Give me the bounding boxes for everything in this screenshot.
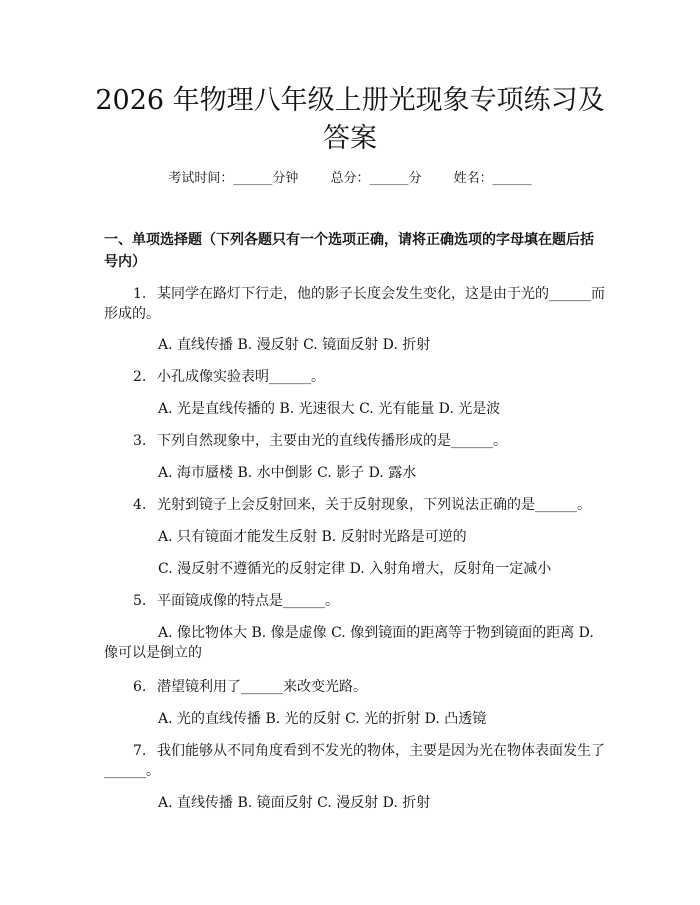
- student-name: 姓名：______: [453, 171, 532, 186]
- question-options: A. 像比物体大 B. 像是虚像 C. 像到镜面的距离等于物到镜面的距离 D.: [158, 625, 594, 641]
- question-text: 某同学在路灯下行走，他的影子长度会发生变化，这是由于光的______而: [157, 286, 605, 302]
- question-number: 4.: [133, 497, 147, 513]
- question-options: A. 直线传播 B. 镜面反射 C. 漫反射 D. 折射: [158, 795, 431, 811]
- question-number: 3.: [133, 433, 147, 449]
- question-options: A. 直线传播 B. 漫反射 C. 镜面反射 D. 折射: [158, 337, 431, 353]
- question-options: A. 光是直线传播的 B. 光速很大 C. 光有能量 D. 光是波: [158, 401, 501, 417]
- question-options: A. 光的直线传播 B. 光的反射 C. 光的折射 D. 凸透镜: [158, 711, 487, 727]
- question-stem-continued: 形成的。: [104, 306, 160, 322]
- exam-meta: [0, 167, 700, 186]
- question-text: 小孔成像实验表明______。: [157, 369, 325, 385]
- question-text: 我们能够从不同角度看到不发光的物体，主要是因为光在物体表面发生了: [157, 743, 605, 759]
- question-text: 下列自然现象中，主要由光的直线传播形成的是______。: [157, 433, 507, 449]
- question-number: 5.: [133, 593, 147, 609]
- question-text: 潜望镜利用了______来改变光路。: [157, 679, 367, 695]
- exam-time: 考试时间：______分钟: [168, 171, 299, 186]
- question-number: 6.: [133, 679, 147, 695]
- section-heading: 一、单项选择题（下列各题只有一个选项正确，请将正确选项的字母填在题后括号内）: [104, 232, 594, 270]
- question-options: A. 只有镜面才能发生反射 B. 反射时光路是可逆的: [158, 529, 467, 545]
- question-options-continued: 像可以是倒立的: [104, 645, 202, 661]
- question-number: 7.: [133, 743, 147, 759]
- question-options: A. 海市蜃楼 B. 水中倒影 C. 影子 D. 露水: [158, 465, 417, 481]
- question-text: 光射到镜子上会反射回来，关于反射现象，下列说法正确的是______。: [157, 497, 591, 513]
- question-stem: [133, 590, 339, 610]
- page-title: 2026 年物理八年级上册光现象专项练习及答案: [95, 85, 605, 154]
- total-score: 总分：______分: [330, 171, 422, 186]
- question-options: C. 漫反射不遵循光的反射定律 D. 入射角增大，反射角一定减小: [158, 561, 552, 577]
- question-stem-continued: ______。: [104, 763, 160, 779]
- question-stem: [133, 430, 507, 450]
- question-number: 2.: [133, 369, 147, 385]
- question-stem: [133, 283, 605, 303]
- question-text: 平面镜成像的特点是______。: [157, 593, 339, 609]
- question-stem: [133, 366, 325, 386]
- question-number: 1.: [133, 286, 147, 302]
- question-stem: [133, 676, 367, 696]
- question-stem: [133, 740, 605, 760]
- question-stem: [133, 494, 591, 514]
